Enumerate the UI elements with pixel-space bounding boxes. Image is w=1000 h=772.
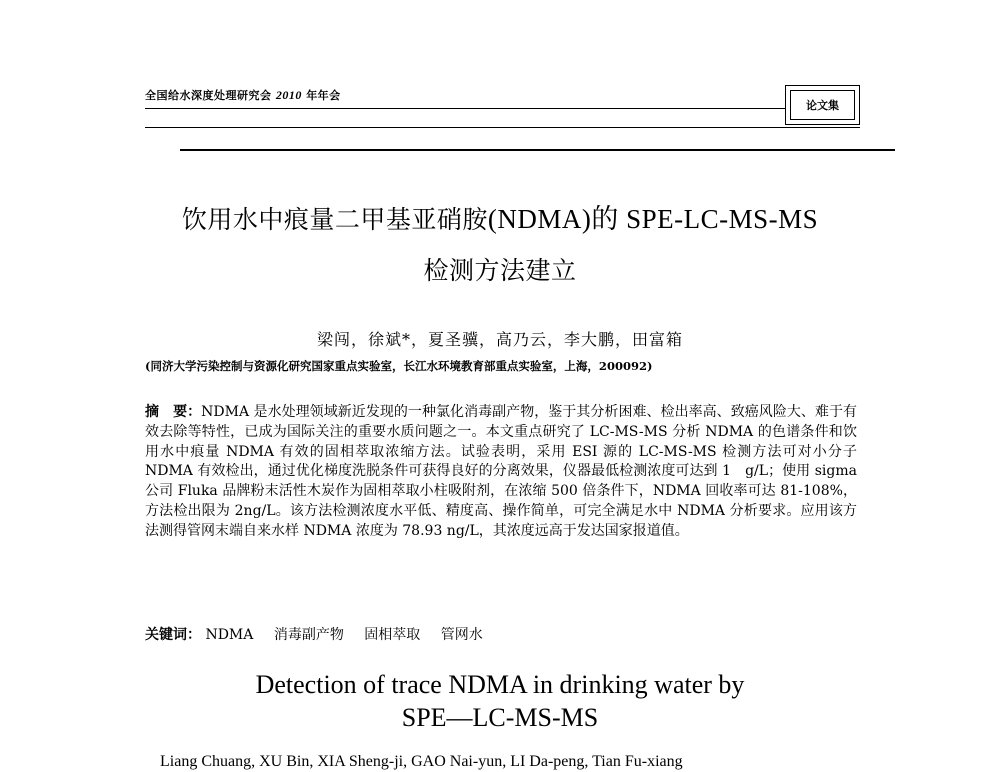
keyword: 固相萃取 <box>364 627 421 643</box>
paper-title-cn-line1 <box>0 204 1000 235</box>
conference-year: 2010 <box>275 88 302 102</box>
keywords <box>145 625 857 645</box>
abstract-label: 摘 要： <box>145 404 202 420</box>
conference-meeting: 年年会 <box>306 89 341 102</box>
authors-cn: 梁闯，徐斌*，夏圣骥，高乃云，李大鹏，田富箱 <box>316 330 683 349</box>
abstract <box>145 403 857 542</box>
title-cn-part: 饮用水中痕量二甲基亚硝胺 <box>181 205 488 234</box>
header-rule-top <box>145 108 785 109</box>
header-rule-middle <box>145 127 860 128</box>
affiliation-cn: (同济大学污染控制与资源化研究国家重点实验室，长江水环境教育部重点实验室，上海，200092) <box>145 359 653 373</box>
paper-title-cn-line2: 检测方法建立 <box>423 256 577 285</box>
keyword: 管网水 <box>440 627 483 643</box>
conference-name: 全国给水深度处理研究会 <box>145 89 272 102</box>
keyword: 消毒副产物 <box>273 627 344 643</box>
title-latin-part: (NDMA)的 SPE-LC-MS-MS <box>487 204 819 234</box>
conference-header <box>145 87 341 103</box>
keywords-label: 关键词： <box>145 627 201 643</box>
abstract-text: NDMA 是水处理领域新近发现的一种氯化消毒副产物，鉴于其分析困难、检出率高、致癌风险大、难于有效去除等特性，已成为国际关注的重要水质问题之一。本文重点研究了 LC-MS-MS 分析 NDMA 的色谱条件和饮用水中痕量 NDMA 有效的固相萃取浓缩方法。试验表明，采用 ESI 源的 LC-MS-MS 检测方法可对小分子 NDMA 有效检出，通过优化梯度洗脱条件可获得良好的分离效果，仪器最低检测浓度可达到 1 g/L；使用 sigma 公司 Fluka 品牌粉末活性木炭作为固相萃取小柱吸附剂，在浓缩 500 倍条件下，NDMA 回收率可达 81-108%，方法检出限为 2ng/L。该方法检测浓度水平低、精度高、操作简单，可完全满足水中 NDMA 分析要求。应用该方法测得管网末端自来水样 NDMA 浓度为 78.93 ng/L，其浓度远高于发达国家报道值。 <box>145 404 857 539</box>
section-label-box <box>785 85 860 125</box>
authors-en: Liang Chuang, XU Bin, XIA Sheng-ji, GAO Nai-yun, LI Da-peng, Tian Fu-xiang <box>160 753 683 770</box>
paper-title-en-line2: SPE—LC-MS-MS <box>401 703 599 732</box>
header-rule-bottom <box>180 149 895 151</box>
section-label: 论文集 <box>790 90 855 120</box>
paper-title-en-line1: Detection of trace NDMA in drinking water by <box>255 670 745 699</box>
keyword: NDMA <box>205 627 254 643</box>
